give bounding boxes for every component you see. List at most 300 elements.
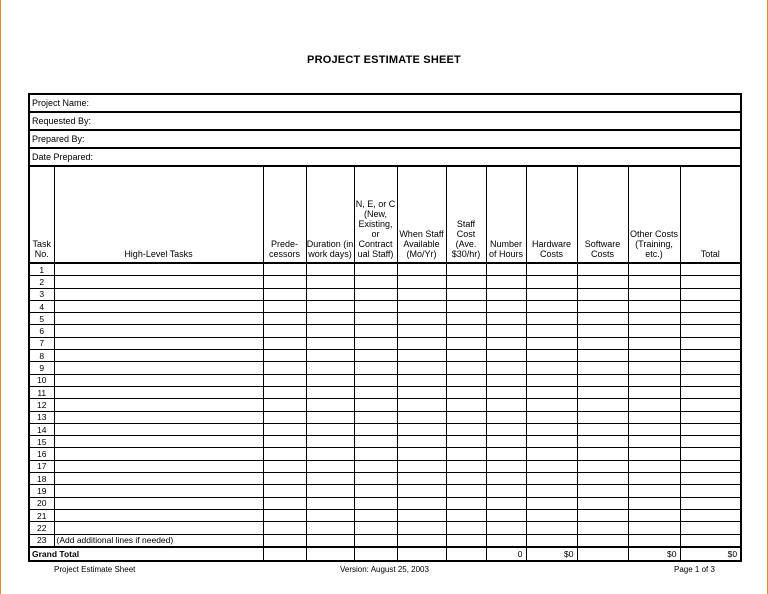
task-cell[interactable]: [577, 350, 628, 362]
task-cell[interactable]: [628, 374, 680, 386]
task-cell[interactable]: [577, 300, 628, 312]
grand-total-cell[interactable]: [306, 547, 354, 561]
task-cell[interactable]: [263, 386, 306, 398]
task-cell[interactable]: [263, 509, 306, 521]
task-cell[interactable]: [628, 276, 680, 288]
task-cell[interactable]: [397, 497, 446, 509]
footer-doc-name: Project Estimate Sheet: [54, 565, 136, 574]
task-name-cell[interactable]: [54, 300, 263, 312]
task-cell[interactable]: [446, 399, 486, 411]
task-cell[interactable]: [526, 423, 577, 435]
task-cell[interactable]: [680, 386, 741, 398]
task-cell[interactable]: [486, 276, 526, 288]
task-number: 5: [29, 313, 54, 325]
task-cell[interactable]: [628, 386, 680, 398]
task-cell[interactable]: [263, 374, 306, 386]
task-cell[interactable]: [263, 436, 306, 448]
task-cell[interactable]: [397, 374, 446, 386]
task-cell[interactable]: [628, 423, 680, 435]
task-cell[interactable]: [354, 300, 397, 312]
task-name-cell[interactable]: [54, 485, 263, 497]
task-cell[interactable]: [577, 485, 628, 497]
task-cell[interactable]: [263, 473, 306, 485]
task-cell[interactable]: [486, 460, 526, 472]
task-cell[interactable]: [680, 423, 741, 435]
task-cell[interactable]: [680, 362, 741, 374]
task-cell[interactable]: [263, 300, 306, 312]
task-cell[interactable]: [486, 300, 526, 312]
task-row: [29, 362, 741, 374]
task-cell[interactable]: [397, 263, 446, 276]
task-cell[interactable]: [446, 276, 486, 288]
task-cell[interactable]: [526, 325, 577, 337]
task-cell[interactable]: [526, 534, 577, 547]
task-cell[interactable]: [680, 509, 741, 521]
task-cell[interactable]: [306, 497, 354, 509]
task-cell[interactable]: [446, 485, 486, 497]
task-cell[interactable]: [680, 325, 741, 337]
task-row: [29, 534, 741, 547]
task-name-cell[interactable]: [54, 337, 263, 349]
task-cell[interactable]: [354, 497, 397, 509]
task-cell[interactable]: [577, 497, 628, 509]
task-cell[interactable]: [577, 460, 628, 472]
project-info-row: [29, 148, 741, 166]
task-cell[interactable]: [486, 509, 526, 521]
task-cell[interactable]: [397, 423, 446, 435]
task-cell[interactable]: [680, 411, 741, 423]
task-cell[interactable]: [526, 313, 577, 325]
task-number: 13: [29, 411, 54, 423]
grand-total-hardware[interactable]: $0: [526, 547, 577, 561]
task-name-cell[interactable]: [54, 362, 263, 374]
task-cell[interactable]: [526, 509, 577, 521]
task-cell[interactable]: [446, 263, 486, 276]
task-cell[interactable]: [306, 473, 354, 485]
task-cell[interactable]: [577, 436, 628, 448]
task-cell[interactable]: [486, 497, 526, 509]
task-cell[interactable]: [526, 436, 577, 448]
task-cell[interactable]: [577, 374, 628, 386]
task-cell[interactable]: [397, 325, 446, 337]
task-row: [29, 386, 741, 398]
task-cell[interactable]: [354, 423, 397, 435]
task-cell[interactable]: [263, 263, 306, 276]
task-cell[interactable]: [577, 263, 628, 276]
task-cell[interactable]: [628, 337, 680, 349]
task-cell[interactable]: [397, 473, 446, 485]
project-info-field[interactable]: Prepared By:: [29, 130, 741, 148]
task-cell[interactable]: [354, 313, 397, 325]
task-cell[interactable]: [486, 522, 526, 534]
task-cell[interactable]: [526, 300, 577, 312]
task-name-cell[interactable]: [54, 522, 263, 534]
task-cell[interactable]: [306, 313, 354, 325]
task-cell[interactable]: [628, 313, 680, 325]
task-name-cell[interactable]: [54, 386, 263, 398]
task-cell[interactable]: [680, 497, 741, 509]
task-cell[interactable]: [263, 276, 306, 288]
task-cell[interactable]: [397, 300, 446, 312]
task-cell[interactable]: [354, 436, 397, 448]
task-cell[interactable]: [680, 276, 741, 288]
task-cell[interactable]: [577, 337, 628, 349]
header-other-costs: Other Costs (Training, etc.): [628, 166, 680, 263]
task-cell[interactable]: [306, 386, 354, 398]
task-cell[interactable]: [397, 313, 446, 325]
task-cell[interactable]: [628, 522, 680, 534]
task-cell[interactable]: [680, 337, 741, 349]
task-row: [29, 374, 741, 386]
task-name-cell[interactable]: [54, 497, 263, 509]
task-number: 18: [29, 473, 54, 485]
task-cell[interactable]: [680, 460, 741, 472]
task-cell[interactable]: [486, 362, 526, 374]
task-cell[interactable]: [526, 337, 577, 349]
task-cell[interactable]: [446, 300, 486, 312]
task-cell[interactable]: [306, 276, 354, 288]
task-cell[interactable]: [397, 522, 446, 534]
task-cell[interactable]: [263, 448, 306, 460]
task-name-cell[interactable]: [54, 448, 263, 460]
task-cell[interactable]: [354, 276, 397, 288]
task-name-cell[interactable]: [54, 263, 263, 276]
task-cell[interactable]: [526, 473, 577, 485]
task-number: 21: [29, 509, 54, 521]
task-cell[interactable]: [397, 276, 446, 288]
task-cell[interactable]: [397, 436, 446, 448]
task-cell[interactable]: [526, 263, 577, 276]
task-cell[interactable]: [486, 411, 526, 423]
task-number: 20: [29, 497, 54, 509]
task-cell[interactable]: [680, 313, 741, 325]
task-cell[interactable]: [526, 362, 577, 374]
task-cell[interactable]: [526, 386, 577, 398]
task-name-cell[interactable]: [54, 423, 263, 435]
task-cell[interactable]: [486, 288, 526, 300]
task-cell[interactable]: [263, 411, 306, 423]
task-cell[interactable]: [526, 288, 577, 300]
task-cell[interactable]: [263, 325, 306, 337]
task-row: [29, 300, 741, 312]
task-cell[interactable]: [306, 522, 354, 534]
task-cell[interactable]: [306, 485, 354, 497]
task-cell[interactable]: [628, 485, 680, 497]
task-cell[interactable]: [354, 460, 397, 472]
task-cell[interactable]: [486, 325, 526, 337]
task-cell[interactable]: [577, 313, 628, 325]
task-cell[interactable]: [526, 497, 577, 509]
task-cell[interactable]: [486, 337, 526, 349]
task-cell[interactable]: [306, 509, 354, 521]
task-cell[interactable]: [263, 534, 306, 547]
project-info-field[interactable]: Date Prepared:: [29, 148, 741, 166]
project-info-field[interactable]: Requested By:: [29, 112, 741, 130]
task-cell[interactable]: [397, 288, 446, 300]
task-cell[interactable]: [577, 362, 628, 374]
task-cell[interactable]: [354, 485, 397, 497]
task-cell[interactable]: [577, 534, 628, 547]
task-cell[interactable]: [446, 313, 486, 325]
task-cell[interactable]: [628, 325, 680, 337]
task-cell[interactable]: [446, 448, 486, 460]
task-cell[interactable]: [306, 423, 354, 435]
task-cell[interactable]: [680, 485, 741, 497]
task-cell[interactable]: [577, 448, 628, 460]
task-cell[interactable]: [306, 448, 354, 460]
task-cell[interactable]: [306, 534, 354, 547]
task-cell[interactable]: [446, 460, 486, 472]
task-cell[interactable]: [354, 362, 397, 374]
task-cell[interactable]: [446, 473, 486, 485]
task-cell[interactable]: [397, 337, 446, 349]
task-cell[interactable]: [263, 399, 306, 411]
task-name-cell[interactable]: [54, 374, 263, 386]
task-cell[interactable]: [306, 337, 354, 349]
task-cell[interactable]: [354, 534, 397, 547]
task-cell[interactable]: [354, 386, 397, 398]
task-cell[interactable]: [628, 411, 680, 423]
task-cell[interactable]: [628, 300, 680, 312]
task-cell[interactable]: [306, 263, 354, 276]
task-number: 8: [29, 350, 54, 362]
task-number: 14: [29, 423, 54, 435]
grand-total-total[interactable]: $0: [680, 547, 741, 561]
grand-total-hours[interactable]: 0: [486, 547, 526, 561]
task-cell[interactable]: [486, 448, 526, 460]
task-cell[interactable]: [486, 423, 526, 435]
task-row: [29, 436, 741, 448]
task-cell[interactable]: [446, 411, 486, 423]
task-cell[interactable]: [306, 325, 354, 337]
task-cell[interactable]: [354, 509, 397, 521]
task-cell[interactable]: [680, 522, 741, 534]
task-cell[interactable]: [397, 386, 446, 398]
header-duration: Duration (in work days): [306, 166, 354, 263]
task-cell[interactable]: [628, 399, 680, 411]
task-cell[interactable]: [354, 374, 397, 386]
task-cell[interactable]: [446, 497, 486, 509]
header-predecessors: Prede- cessors: [263, 166, 306, 263]
task-cell[interactable]: [306, 300, 354, 312]
task-cell[interactable]: [306, 350, 354, 362]
task-cell[interactable]: [263, 313, 306, 325]
task-name-cell[interactable]: [54, 460, 263, 472]
task-cell[interactable]: [306, 374, 354, 386]
footer-version: Version: August 25, 2003: [340, 565, 429, 574]
task-cell[interactable]: [306, 288, 354, 300]
task-name-cell[interactable]: [54, 288, 263, 300]
header-high-level-tasks: High-Level Tasks: [54, 166, 263, 263]
task-cell[interactable]: [577, 423, 628, 435]
task-cell[interactable]: [263, 497, 306, 509]
task-cell[interactable]: [397, 399, 446, 411]
task-cell[interactable]: [680, 473, 741, 485]
task-cell[interactable]: [680, 399, 741, 411]
task-cell[interactable]: [397, 448, 446, 460]
task-cell[interactable]: [486, 313, 526, 325]
task-cell[interactable]: [486, 473, 526, 485]
task-cell[interactable]: [306, 460, 354, 472]
task-cell[interactable]: [397, 460, 446, 472]
task-name-cell[interactable]: [54, 350, 263, 362]
task-cell[interactable]: [680, 288, 741, 300]
task-number: 19: [29, 485, 54, 497]
task-cell[interactable]: [263, 485, 306, 497]
task-name-cell[interactable]: [54, 509, 263, 521]
grand-total-other[interactable]: $0: [628, 547, 680, 561]
task-cell[interactable]: [628, 509, 680, 521]
task-cell[interactable]: [446, 350, 486, 362]
task-cell[interactable]: [628, 263, 680, 276]
task-cell[interactable]: [680, 448, 741, 460]
task-cell[interactable]: [263, 522, 306, 534]
task-cell[interactable]: [306, 411, 354, 423]
task-number: 16: [29, 448, 54, 460]
grand-total-cell[interactable]: [446, 547, 486, 561]
task-cell[interactable]: [486, 374, 526, 386]
task-cell[interactable]: [354, 350, 397, 362]
task-cell[interactable]: [680, 263, 741, 276]
task-cell[interactable]: [486, 534, 526, 547]
task-name-cell[interactable]: [54, 325, 263, 337]
task-cell[interactable]: [526, 374, 577, 386]
grand-total-cell[interactable]: [263, 547, 306, 561]
task-cell[interactable]: [397, 362, 446, 374]
task-cell[interactable]: [526, 460, 577, 472]
task-cell[interactable]: [354, 337, 397, 349]
task-cell[interactable]: [446, 362, 486, 374]
task-cell[interactable]: [577, 288, 628, 300]
task-cell[interactable]: [486, 263, 526, 276]
task-cell[interactable]: [680, 436, 741, 448]
task-cell[interactable]: [628, 350, 680, 362]
task-cell[interactable]: [354, 288, 397, 300]
task-cell[interactable]: [397, 350, 446, 362]
task-cell[interactable]: [577, 276, 628, 288]
task-name-cell[interactable]: [54, 276, 263, 288]
task-cell[interactable]: [577, 522, 628, 534]
task-cell[interactable]: [446, 374, 486, 386]
task-cell[interactable]: [263, 423, 306, 435]
task-cell[interactable]: [446, 509, 486, 521]
project-info-field[interactable]: Project Name:: [29, 94, 741, 112]
task-cell[interactable]: [486, 436, 526, 448]
task-name-cell[interactable]: [54, 399, 263, 411]
grand-total-row: [29, 547, 741, 561]
task-cell[interactable]: [526, 411, 577, 423]
task-cell[interactable]: [628, 436, 680, 448]
task-cell[interactable]: [526, 522, 577, 534]
task-cell[interactable]: [263, 362, 306, 374]
grand-total-label: Grand Total: [29, 547, 263, 561]
task-cell[interactable]: [354, 448, 397, 460]
task-cell[interactable]: [263, 350, 306, 362]
task-row: [29, 288, 741, 300]
task-cell[interactable]: [446, 325, 486, 337]
task-name-cell[interactable]: [54, 313, 263, 325]
task-cell[interactable]: [397, 485, 446, 497]
task-cell[interactable]: [628, 448, 680, 460]
task-name-cell[interactable]: [54, 436, 263, 448]
task-cell[interactable]: [526, 350, 577, 362]
task-number: 11: [29, 386, 54, 398]
task-name-cell[interactable]: (Add additional lines if needed): [54, 534, 263, 547]
task-cell[interactable]: [526, 399, 577, 411]
task-cell[interactable]: [577, 325, 628, 337]
task-cell[interactable]: [397, 534, 446, 547]
task-cell[interactable]: [526, 485, 577, 497]
task-cell[interactable]: [354, 399, 397, 411]
task-cell[interactable]: [486, 399, 526, 411]
task-cell[interactable]: [446, 423, 486, 435]
task-cell[interactable]: [680, 374, 741, 386]
task-cell[interactable]: [354, 263, 397, 276]
task-cell[interactable]: [486, 350, 526, 362]
task-number: 17: [29, 460, 54, 472]
task-name-cell[interactable]: [54, 411, 263, 423]
task-cell[interactable]: [263, 460, 306, 472]
grand-total-cell[interactable]: [354, 547, 397, 561]
task-cell[interactable]: [446, 288, 486, 300]
task-cell[interactable]: [354, 473, 397, 485]
task-cell[interactable]: [397, 411, 446, 423]
task-cell[interactable]: [628, 534, 680, 547]
task-cell[interactable]: [577, 399, 628, 411]
task-cell[interactable]: [446, 534, 486, 547]
task-cell[interactable]: [628, 362, 680, 374]
task-cell[interactable]: [577, 411, 628, 423]
task-cell[interactable]: [397, 509, 446, 521]
task-cell[interactable]: [354, 411, 397, 423]
task-cell[interactable]: [628, 460, 680, 472]
task-cell[interactable]: [446, 337, 486, 349]
task-cell[interactable]: [628, 497, 680, 509]
grand-total-cell[interactable]: [577, 547, 628, 561]
task-cell[interactable]: [446, 436, 486, 448]
task-cell[interactable]: [628, 473, 680, 485]
task-cell[interactable]: [526, 276, 577, 288]
task-number: 7: [29, 337, 54, 349]
task-cell[interactable]: [577, 386, 628, 398]
task-cell[interactable]: [263, 288, 306, 300]
task-cell[interactable]: [486, 386, 526, 398]
task-cell[interactable]: [354, 325, 397, 337]
task-cell[interactable]: [577, 473, 628, 485]
task-cell[interactable]: [577, 509, 628, 521]
task-cell[interactable]: [680, 300, 741, 312]
task-cell[interactable]: [306, 362, 354, 374]
footer-page-number: Page 1 of 3: [674, 565, 715, 574]
task-cell[interactable]: [354, 522, 397, 534]
task-cell[interactable]: [680, 350, 741, 362]
task-row: [29, 522, 741, 534]
task-cell[interactable]: [526, 448, 577, 460]
task-cell[interactable]: [306, 399, 354, 411]
task-number: 2: [29, 276, 54, 288]
task-cell[interactable]: [446, 386, 486, 398]
task-cell[interactable]: [486, 485, 526, 497]
task-cell[interactable]: [446, 522, 486, 534]
task-name-cell[interactable]: [54, 473, 263, 485]
task-cell[interactable]: [680, 534, 741, 547]
task-row: [29, 313, 741, 325]
grand-total-cell[interactable]: [397, 547, 446, 561]
task-cell[interactable]: [263, 337, 306, 349]
task-cell[interactable]: [628, 288, 680, 300]
task-number: 10: [29, 374, 54, 386]
task-cell[interactable]: [306, 436, 354, 448]
